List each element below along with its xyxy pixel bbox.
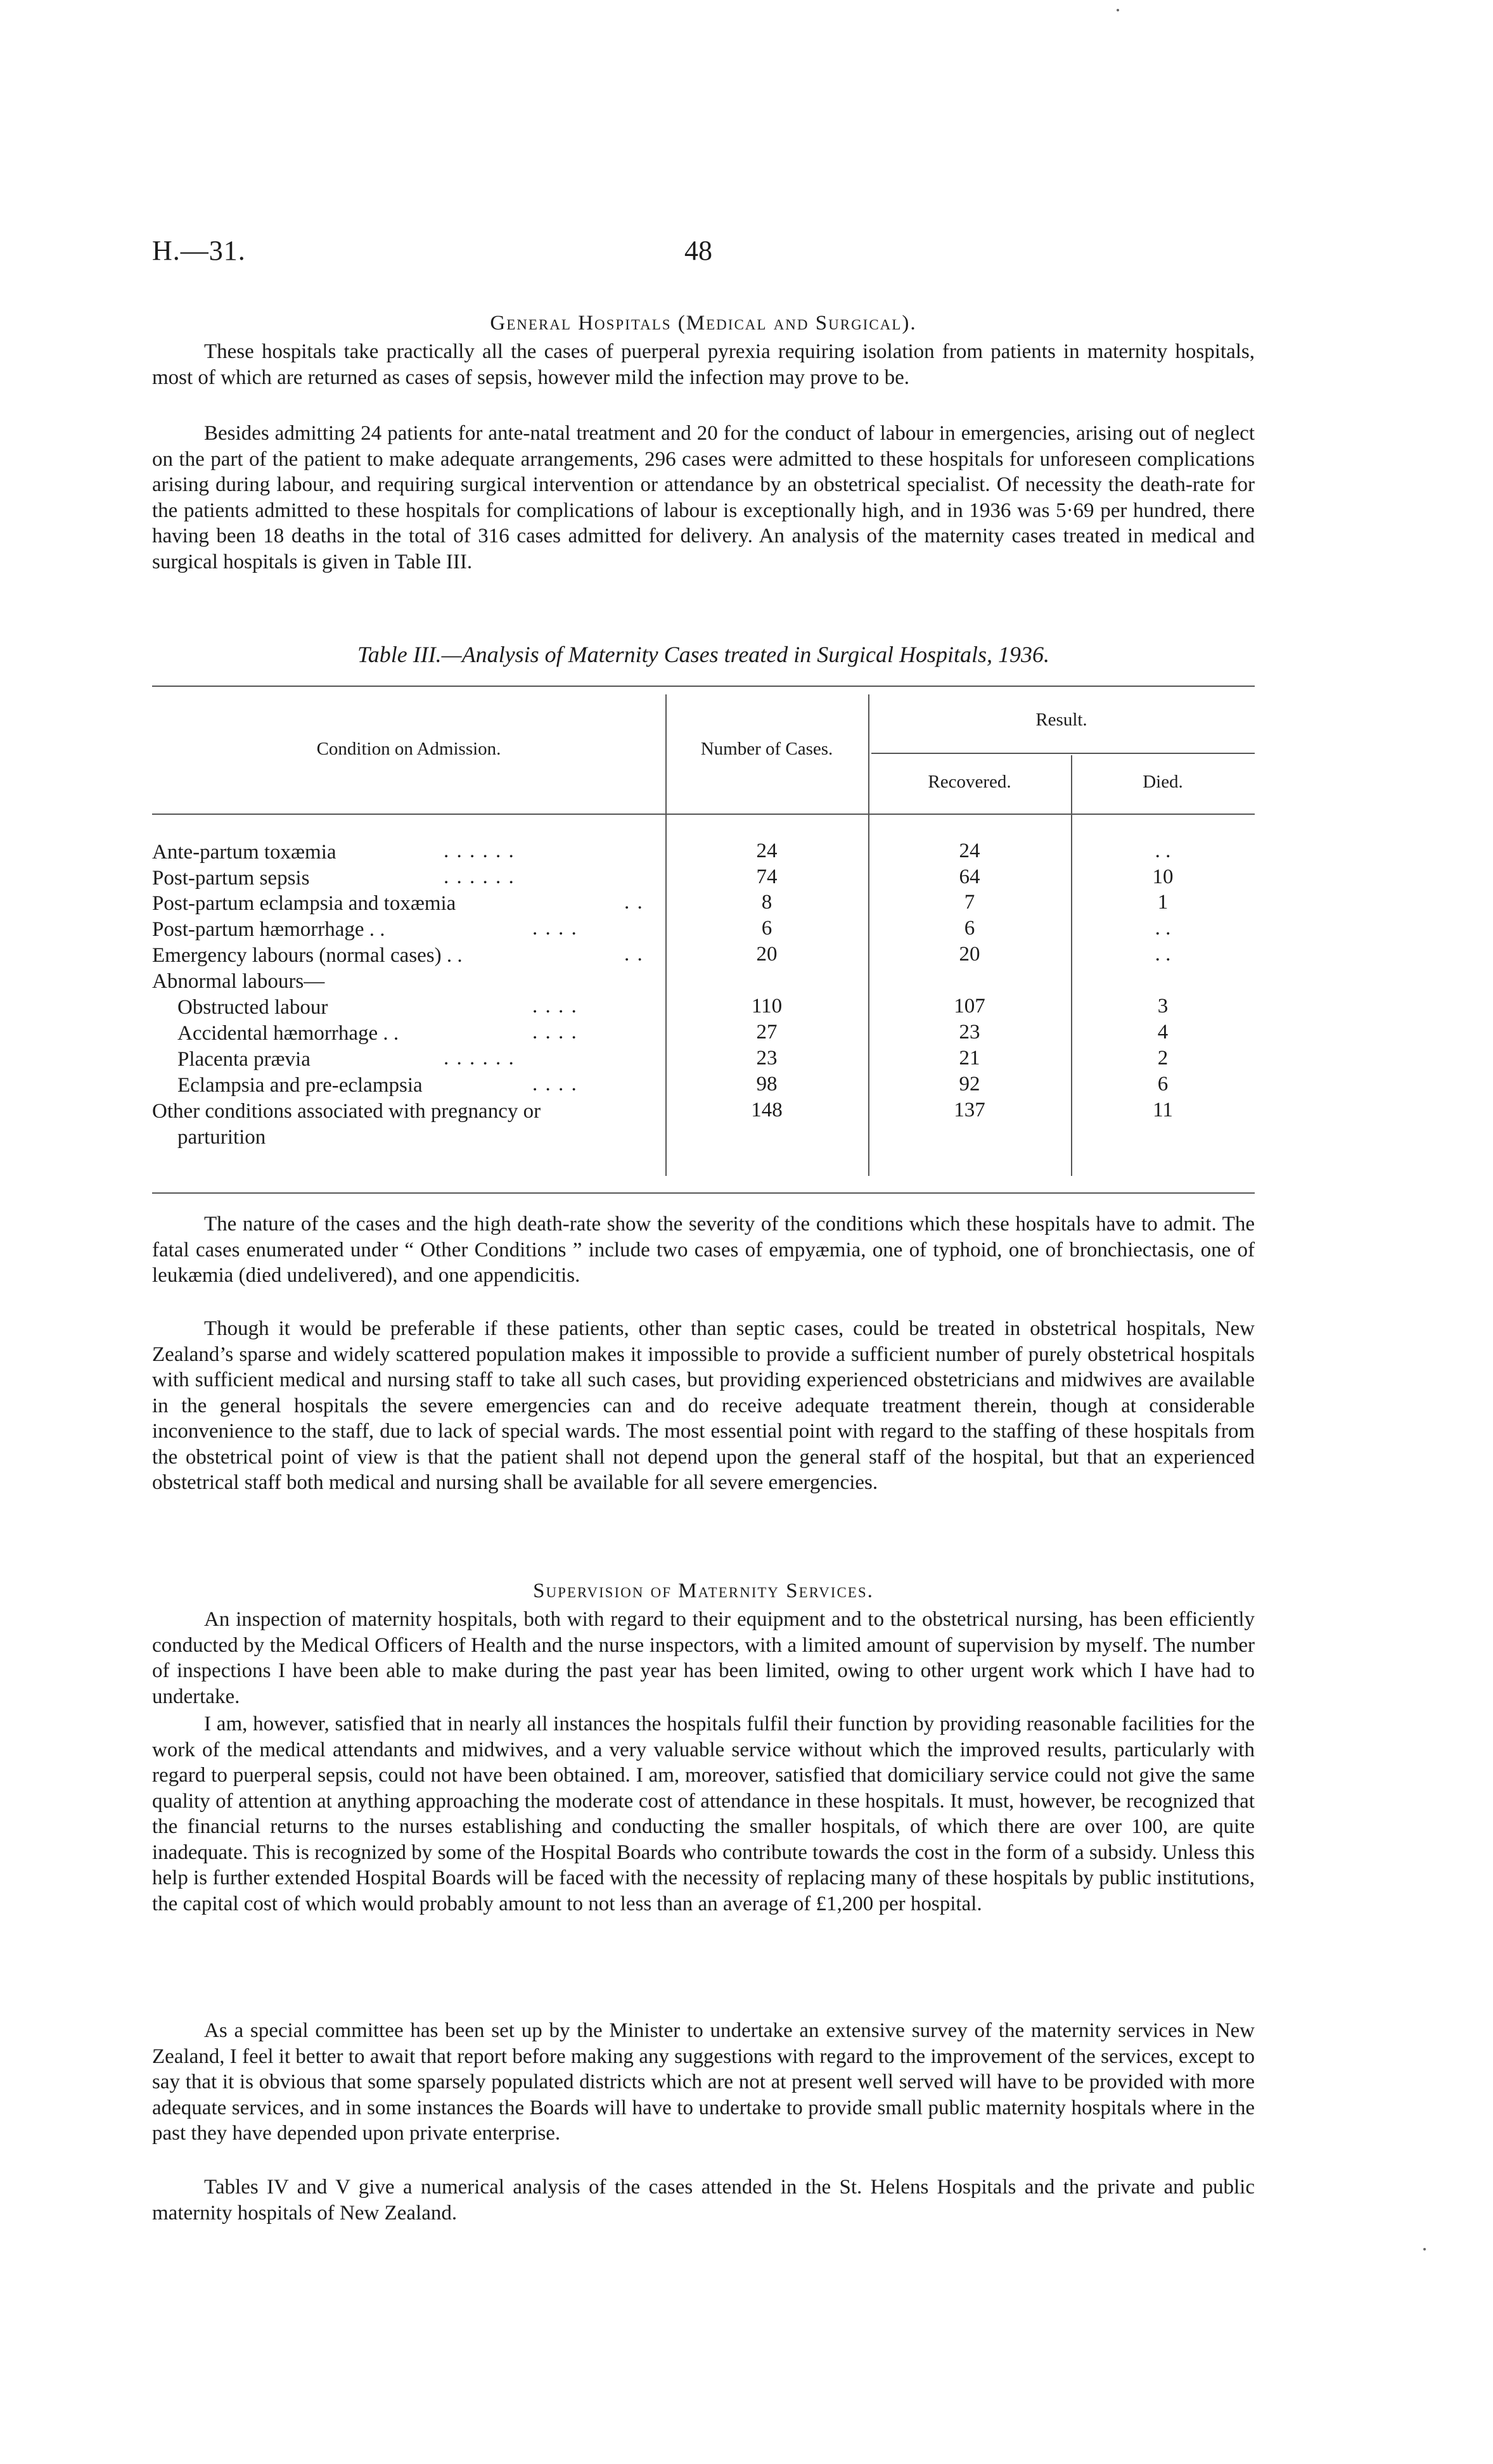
page-header <box>152 234 1255 272</box>
recovered-cell: 107 <box>954 995 985 1018</box>
cases-cell: 110 <box>751 995 783 1018</box>
recovered-cell: 24 <box>959 839 980 862</box>
dot-leaders: . . . . . . <box>444 865 515 888</box>
died-cell: 3 <box>1157 995 1169 1018</box>
dot-leaders: . . . . <box>532 1073 578 1095</box>
recovered-cell: 92 <box>959 1073 980 1095</box>
paper-speck <box>1423 2248 1426 2250</box>
recovered-cell: 6 <box>964 917 975 940</box>
paragraph: I am, however, satisfied that in nearly all instances the hospitals fulfil their function by providing reasonable facilities for the work of the medical attendants and midwives, and a very valuable service without which the improved results, particularly with regard to puerperal sepsis, could not have been obtained. I am, moreover, satisfied that domiciliary service could not give the same quality of attention at anything approaching the moderate cost of attendance in these hospitals. It must, however, be recognized that the financial returns to the nurses establishing and conducting the smaller hospitals, of which there are over 100, are quite inadequate. This is recognized by some of the Hospital Boards who contribute towards the cost in the form of a subsidy. Unless this help is further extended Hospital Boards will be faced with the necessity of replacing many of these hospitals by public institutions, the capital cost of which would probably amount to not less than an average of £1,200 per hospital. <box>152 1713 1255 1915</box>
paragraph: Tables IV and V give a numerical analysis of the cases attended in the St. Helens Hospitals and the private and public maternity hospitals of New Zealand. <box>152 2176 1255 2225</box>
cases-cell: 98 <box>756 1073 778 1095</box>
dot-leaders: . . . . <box>532 995 578 1018</box>
condition-cell: Post-partum sepsis <box>152 867 310 890</box>
recovered-cell: 23 <box>959 1021 980 1044</box>
dot-leaders: . . <box>624 943 644 966</box>
died-cell: . . <box>1155 917 1171 940</box>
paragraph: The nature of the cases and the high death-rate show the severity of the conditions which these hospitals have to admit. The fatal cases enumerated under “ Other Conditions ” include two cases of empyæmia, one of typhoid, one of bronchiectasis, one of leukæmia (died undelivered), and one appendicitis. <box>152 1213 1255 1287</box>
died-cell: 1 <box>1157 891 1169 914</box>
dot-leaders: . . . . <box>532 917 578 940</box>
paragraph: Though it would be preferable if these patients, other than septic cases, could be treated in obstetrical hospitals, New Zealand’s sparse and widely scattered population makes it impossible to provide a sufficient number of purely obstetrical hospitals with sufficient medical and nursing staff to take all such cases, but providing experienced obstetricians and midwives are available in the general hospitals the severe emergencies can and do receive adequate treatment therein, though at considerable inconvenience to the staff, due to lack of special wards. The most essential point with regard to the staffing of these hospitals from the obstetrical point of view is that the patient shall not depend upon the general staff of the hospital, but that an experienced obstetrical staff both medical and nursing shall be available for all severe emergencies. <box>152 1317 1255 1494</box>
died-cell: 4 <box>1157 1021 1169 1044</box>
paragraph: Besides admitting 24 patients for ante-natal treatment and 20 for the conduct of labour in emergencies, arising out of neglect on the part of the patient to make adequate arrangements, 296 cases were admitted to these hospitals for unforeseen complications arising during labour, and requiring surgical intervention or attendance by an obstetrical specialist. Of necessity the death-rate for the patients admitted to these hospitals for complications of labour is exceptionally high, and in 1936 was 5·69 per hundred, there having been 18 deaths in the total of 316 cases admitted for delivery. An analysis of the maternity cases treated in medical and surgical hospitals is given in Table III. <box>152 422 1255 573</box>
paragraph: An inspection of maternity hospitals, both with regard to their equipment and to the obstetrical nursing, has been efficiently conducted by the Medical Officers of Health and the nurse inspectors, with a limited amount of supervision by myself. The number of inspections I have been able to make during the past year has been limited, owing to other urgent work which I have had to undertake. <box>152 1608 1255 1708</box>
recovered-cell: 20 <box>959 943 980 966</box>
cases-cell: 23 <box>756 1047 778 1069</box>
dot-leaders: . . . . <box>532 1021 578 1044</box>
column-header-cases: Number of Cases. <box>700 739 833 759</box>
condition-cell: Ante-partum toxæmia <box>152 841 336 864</box>
cases-cell: 148 <box>751 1099 783 1121</box>
condition-cell: Post-partum hæmorrhage . . <box>152 918 385 941</box>
dot-leaders: . . <box>624 891 644 914</box>
died-cell: 11 <box>1153 1099 1173 1121</box>
paper-speck <box>1117 9 1119 11</box>
condition-cell: Emergency labours (normal cases) . . <box>152 944 463 967</box>
died-cell: . . <box>1155 839 1171 862</box>
dot-leaders: . . . . . . <box>444 839 515 862</box>
recovered-cell: 21 <box>959 1047 980 1069</box>
dot-leaders: . . . . . . <box>444 1047 515 1069</box>
condition-cell: Other conditions associated with pregnancy or <box>152 1100 541 1123</box>
condition-cell: parturition <box>177 1126 266 1149</box>
recovered-cell: 64 <box>959 865 980 888</box>
died-cell: 2 <box>1157 1047 1169 1069</box>
recovered-cell: 7 <box>964 891 975 914</box>
page-number: 48 <box>684 235 712 266</box>
paragraph: These hospitals take practically all the cases of puerperal pyrexia requiring isolation from patients in maternity hospitals, most of which are returned as cases of sepsis, however mild the infection may prove to be. <box>152 340 1255 389</box>
cases-cell: 6 <box>761 917 772 940</box>
condition-cell: Post-partum eclampsia and toxæmia <box>152 892 456 915</box>
column-header-recovered: Recovered. <box>928 772 1011 792</box>
died-cell: . . <box>1155 943 1171 966</box>
column-header-condition: Condition on Admission. <box>316 739 501 759</box>
condition-cell: Abnormal labours— <box>152 970 325 993</box>
column-header-result: Result. <box>1035 710 1087 730</box>
cases-cell: 8 <box>761 891 772 914</box>
recovered-cell: 137 <box>954 1099 985 1121</box>
paragraph: As a special committee has been set up by the Minister to undertake an extensive survey of the maternity services in New Zealand, I feel it better to await that report before making any suggestions with regard to the improvement of the services, except to say that it is obvious that some sparsely populated districts which are not at present well served will have to be provided with more adequate services, and in some instances the Boards will have to undertake to provide small public maternity hospitals where in the past they have depended upon private enterprise. <box>152 2019 1255 2145</box>
section-heading-supervision: Supervision of Maternity Services. <box>533 1580 874 1602</box>
condition-cell: Placenta prævia <box>177 1048 311 1071</box>
condition-cell: Obstructed labour <box>177 996 328 1019</box>
died-cell: 6 <box>1157 1073 1169 1095</box>
condition-cell: Accidental hæmorrhage . . <box>177 1022 399 1045</box>
column-header-died: Died. <box>1143 772 1183 792</box>
cases-cell: 24 <box>756 839 778 862</box>
died-cell: 10 <box>1152 865 1174 888</box>
report-reference: H.—31. <box>152 235 246 266</box>
cases-cell: 74 <box>756 865 778 888</box>
cases-cell: 27 <box>756 1021 778 1044</box>
section-heading-general-hospitals: General Hospitals (Medical and Surgical). <box>490 312 917 335</box>
condition-cell: Eclampsia and pre-eclampsia <box>177 1074 423 1097</box>
table-caption: Table III.—Analysis of Maternity Cases treated in Surgical Hospitals, 1936. <box>357 642 1049 667</box>
cases-cell: 20 <box>756 943 778 966</box>
